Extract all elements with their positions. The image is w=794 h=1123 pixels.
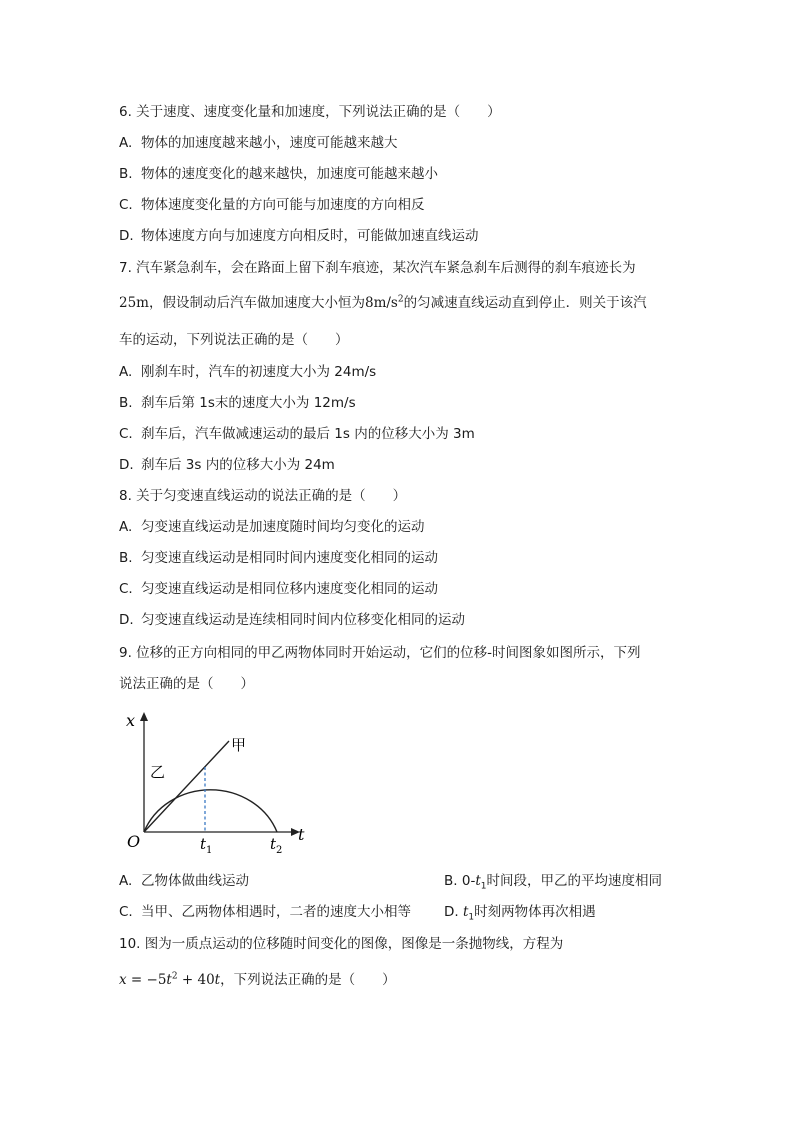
label-yi: 乙 [150, 763, 166, 781]
q8-option-d [119, 611, 465, 629]
q6-option-c [119, 196, 425, 214]
q7-stem-line3: 车的运动，下列说法正确的是（ ） [119, 332, 349, 348]
option-text: 匀变速直线运动是相同时间内速度变化相同的运动 [141, 550, 438, 566]
q9-option-a [119, 872, 249, 890]
x-axis-label: t [298, 825, 305, 844]
option-text: 刚刹车时，汽车的初速度大小为 24m/s [141, 364, 377, 380]
option-text: 物体速度方向与加速度方向相反时，可能做加速直线运动 [141, 228, 479, 244]
q8-option-a [119, 518, 425, 536]
y-axis-arrow-icon [140, 712, 148, 721]
option-label: B. [119, 166, 133, 182]
q7-option-a [119, 363, 376, 381]
q7-stem-line1: 7. 汽车紧急刹车，会在路面上留下刹车痕迹，某次汽车紧急刹车后测得的刹车痕迹长为 [119, 260, 636, 276]
q10-eq-t: t [166, 972, 172, 988]
q6-option-d [119, 227, 479, 245]
option-label: D. [119, 457, 134, 473]
q9-option-b [444, 872, 662, 890]
option-text: 刹车后第 1s末的速度大小为 12m/s [141, 395, 356, 411]
t1-label [200, 835, 212, 856]
t1-base: t [200, 835, 207, 853]
q6-option-a [119, 134, 398, 152]
q10-eq-exponent: 2 [171, 971, 178, 982]
option-text: 物体的速度变化的越来越快，加速度可能越来越小 [141, 166, 438, 182]
option-text: 匀变速直线运动是相同位移内速度变化相同的运动 [141, 581, 438, 597]
q7-option-c [119, 425, 475, 443]
label-jia: 甲 [231, 736, 247, 754]
option-text: 乙物体做曲线运动 [141, 873, 249, 889]
option-label: B. [444, 873, 458, 889]
option-label: B. [119, 395, 133, 411]
option-label: A. [119, 364, 133, 380]
option-text: 物体速度变化量的方向可能与加速度的方向相反 [141, 197, 425, 213]
option-var: t [462, 904, 469, 920]
option-sub: 1 [480, 881, 487, 892]
option-label: A. [119, 135, 133, 151]
q10-eq-t2: t [214, 972, 221, 988]
q7-option-d [119, 456, 335, 474]
q10-stem-tail: ，下列说法正确的是（ ） [220, 972, 396, 988]
q9-option-d [444, 903, 596, 921]
q7-stem-text-2: 的匀减速直线运动直到停止．则关于该汽 [403, 295, 647, 311]
q6-option-b [119, 165, 438, 183]
option-var: t [475, 873, 481, 889]
t2-base: t [270, 835, 277, 853]
option-text: 当甲、乙两物体相遇时，二者的速度大小相等 [141, 904, 411, 920]
option-text: 匀变速直线运动是连续相同时间内位移变化相同的运动 [141, 612, 465, 628]
q8-option-b [119, 549, 438, 567]
y-axis-label: x [126, 711, 136, 730]
t2-label [270, 835, 282, 856]
q8-stem: 8. 关于匀变速直线运动的说法正确的是（ ） [119, 488, 407, 504]
option-label: D. [119, 228, 134, 244]
q7-option-b [119, 394, 356, 412]
origin-label: O [127, 832, 141, 851]
q10-stem-line2 [119, 971, 396, 989]
q6-stem: 6. 关于速度、速度变化量和加速度，下列说法正确的是（ ） [119, 104, 501, 120]
q9-option-c [119, 903, 411, 921]
q7-accel-value: 8m/s [364, 295, 398, 311]
q7-accel-exponent: 2 [397, 294, 404, 305]
q7-stem-text: ，假设制动后汽车做加速度大小恒为 [148, 295, 365, 311]
q8-option-c [119, 580, 438, 598]
q7-stem-line2 [119, 294, 647, 312]
q9-displacement-time-figure [118, 708, 318, 858]
t2-sub: 2 [276, 845, 283, 856]
q9-stem-line2: 说法正确的是（ ） [119, 676, 254, 692]
q9-stem-line1: 9. 位移的正方向相同的甲乙两物体同时开始运动，它们的位移-时间图象如图所示，下列 [119, 645, 641, 661]
option-text: 时间段，甲乙的平均速度相同 [486, 873, 662, 889]
option-sub: 1 [468, 912, 475, 923]
option-label: C. [119, 197, 133, 213]
option-pre: 0- [461, 873, 476, 889]
option-text: 物体的加速度越来越小，速度可能越来越大 [141, 135, 398, 151]
option-label: D. [119, 612, 134, 628]
q10-eq-part1: = −5 [126, 972, 167, 988]
t1-sub: 1 [206, 845, 213, 856]
option-label: A. [119, 873, 133, 889]
option-label: A. [119, 519, 133, 535]
option-label: C. [119, 581, 133, 597]
q10-eq-part2: + 40 [177, 972, 215, 988]
option-label: C. [119, 426, 133, 442]
option-label: C. [119, 904, 133, 920]
option-text: 刹车后 3s 内的位移大小为 24m [141, 457, 335, 473]
option-label: D. [444, 904, 459, 920]
option-text: 匀变速直线运动是加速度随时间均匀变化的运动 [141, 519, 425, 535]
option-text: 刹车后，汽车做减速运动的最后 1s 内的位移大小为 3m [141, 426, 475, 442]
q10-stem-line1: 10. 图为一质点运动的位移随时间变化的图像，图像是一条抛物线，方程为 [119, 936, 564, 952]
q10-eq-x: x [119, 972, 127, 988]
q7-length-value: 25m [119, 295, 149, 311]
line-jia [144, 741, 229, 832]
option-text: 时刻两物体再次相遇 [474, 904, 596, 920]
option-label: B. [119, 550, 133, 566]
